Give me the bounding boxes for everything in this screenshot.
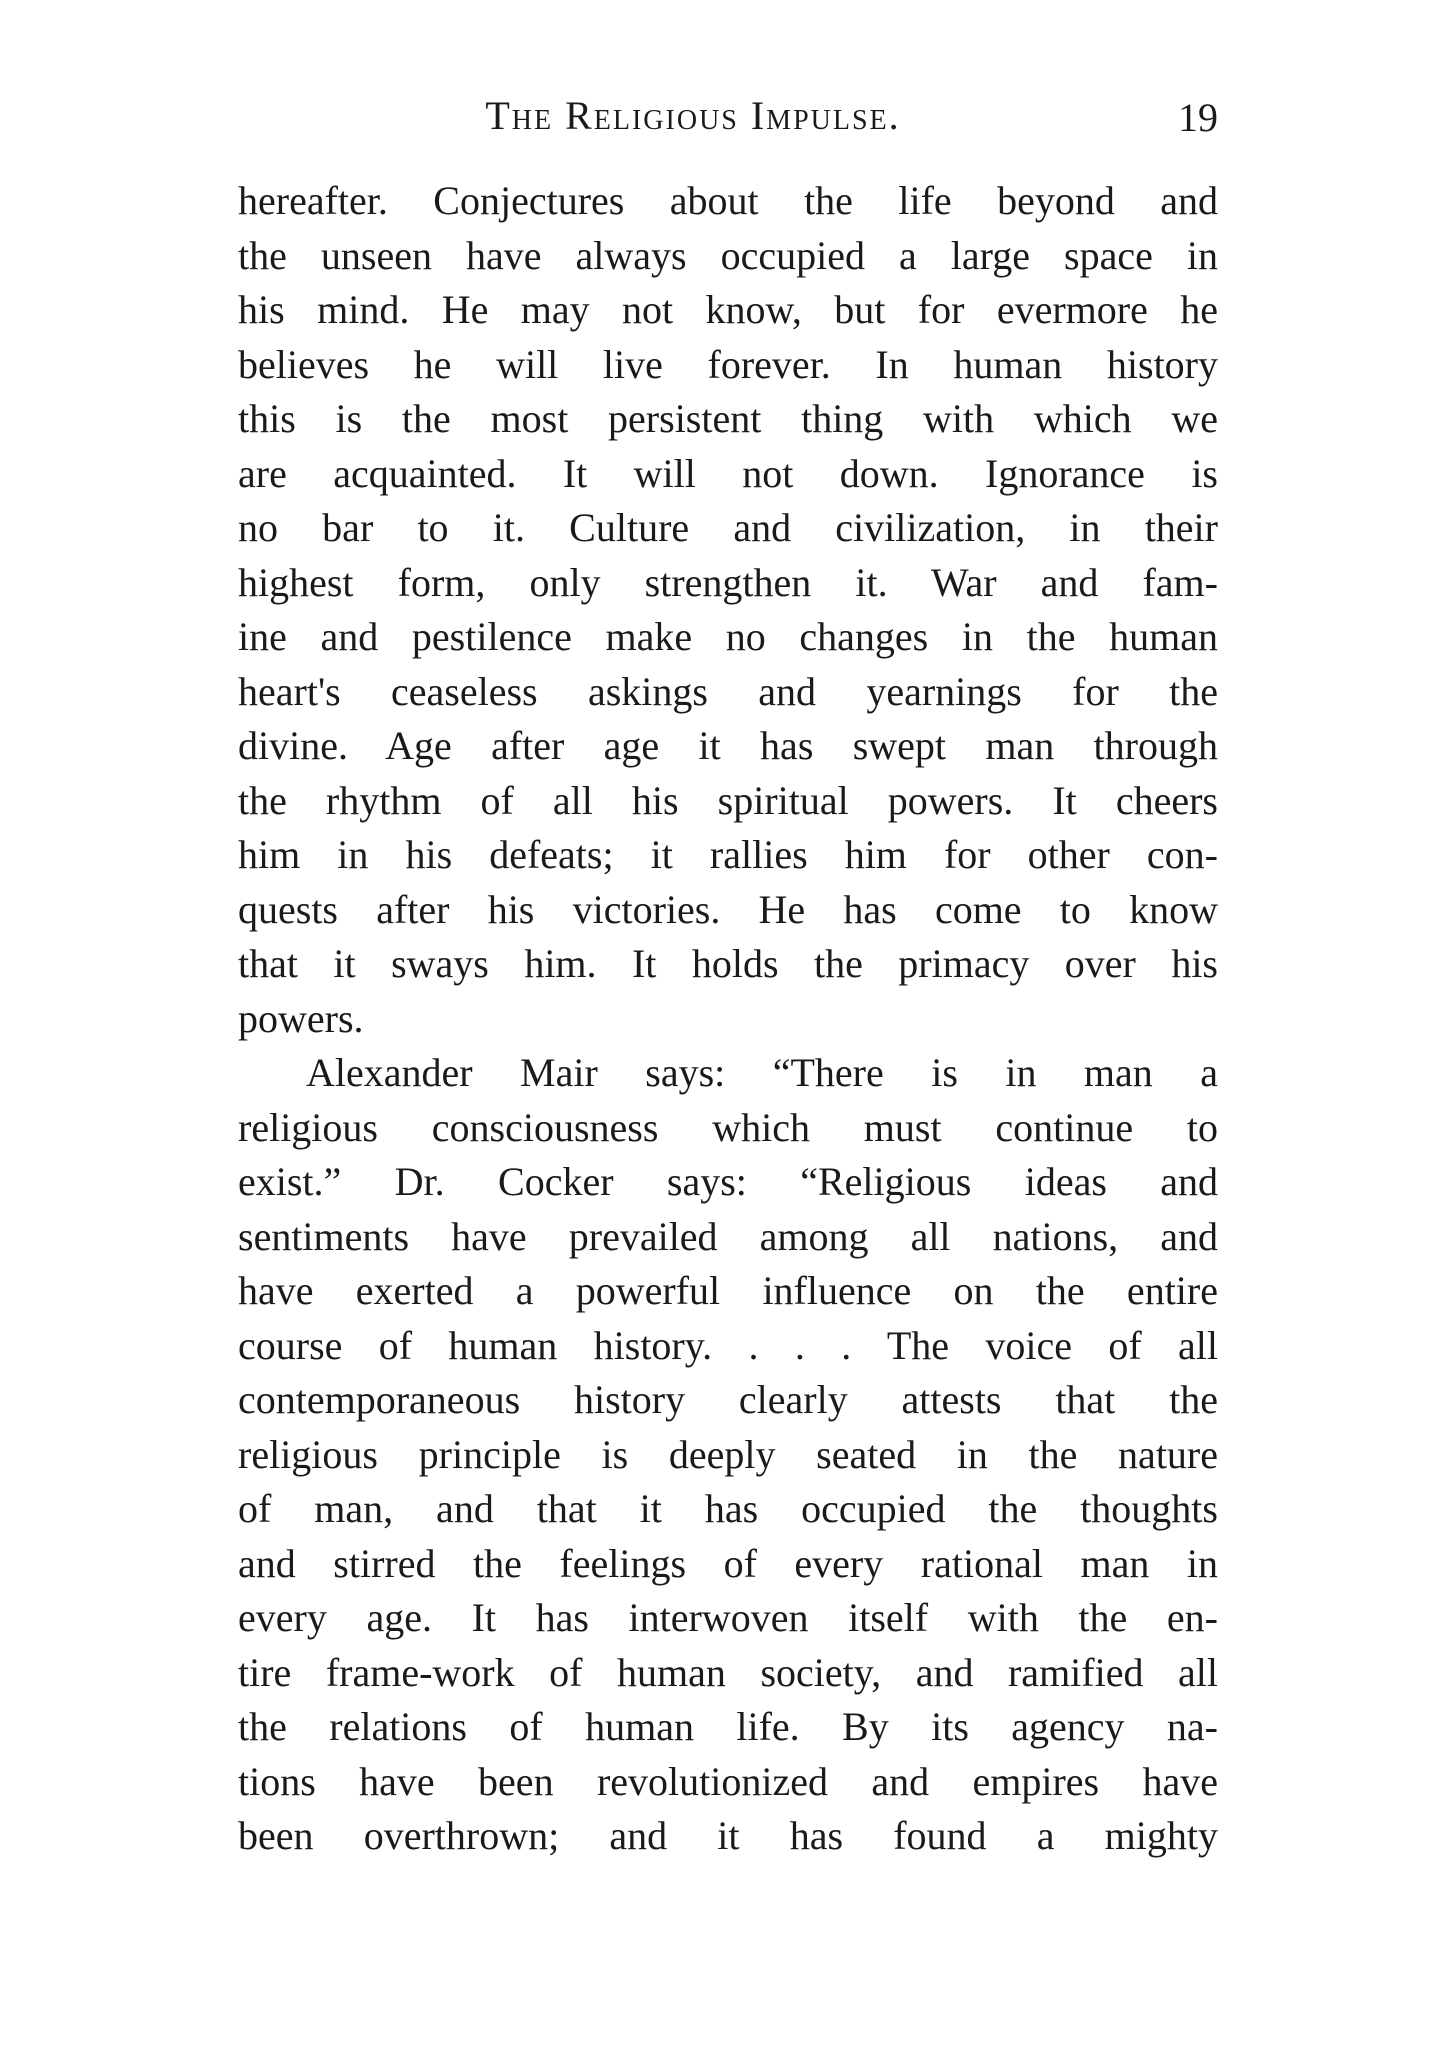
paragraph-start-line: Alexander Mair says: “There is in man a [306,1050,1218,1095]
text-line: exist.” Dr. Cocker says: “Religious ideas and [238,1159,1218,1204]
text-line: been overthrown; and it has found a mighty [238,1813,1218,1858]
text-line: the unseen have always occupied a large space in [238,232,1218,278]
running-head: The Religious Impulse. [485,93,901,138]
text-line: tire frame-work of human society, and ramified all [238,1649,1218,1695]
text-line: and stirred the feelings of every rational man in [238,1540,1218,1586]
text-line: quests after his victories. He has come to know [238,886,1218,932]
text-line: sentiments have prevailed among all nations, and [238,1213,1218,1259]
text-line: no bar to it. Culture and civilization, in their [238,505,1218,550]
text-line: divine. Age after age it has swept man through [238,723,1218,768]
text-line: ine and pestilence make no changes in the human [238,614,1218,659]
text-line: have exerted a powerful influence on the entire [238,1268,1218,1313]
text-line: of man, and that it has occupied the thoughts [238,1486,1218,1531]
text-line: are acquainted. It will not down. Ignorance is [238,450,1218,496]
text-line: heart's ceaseless askings and yearnings for the [238,668,1218,714]
text-line: tions have been revolutionized and empires have [238,1758,1218,1804]
page-header [238,92,1238,152]
text-line: the relations of human life. By its agency na- [238,1704,1218,1749]
text-line: believes he will live forever. In human history [238,341,1218,387]
text-line: course of human history. . . . The voice of all [238,1322,1218,1368]
text-line: his mind. He may not know, but for evermore he [238,287,1218,332]
text-line: religious consciousness which must continue to [238,1104,1218,1150]
body-text [238,174,1218,1864]
text-line: that it sways him. It holds the primacy over his [238,941,1218,986]
text-line: him in his defeats; it rallies him for other con- [238,832,1218,877]
text-line: religious principle is deeply seated in the nature [238,1431,1218,1477]
text-line: highest form, only strengthen it. War and fam- [238,559,1218,605]
text-line: the rhythm of all his spiritual powers. It cheers [238,777,1218,823]
text-line: hereafter. Conjectures about the life beyond and [238,178,1218,223]
text-line: this is the most persistent thing with which we [238,396,1218,441]
text-line: contemporaneous history clearly attests that the [238,1377,1218,1422]
paragraph-end-line: powers. [238,995,364,1041]
text-line: every age. It has interwoven itself with the en- [238,1595,1218,1640]
page-number: 19 [1178,95,1218,140]
